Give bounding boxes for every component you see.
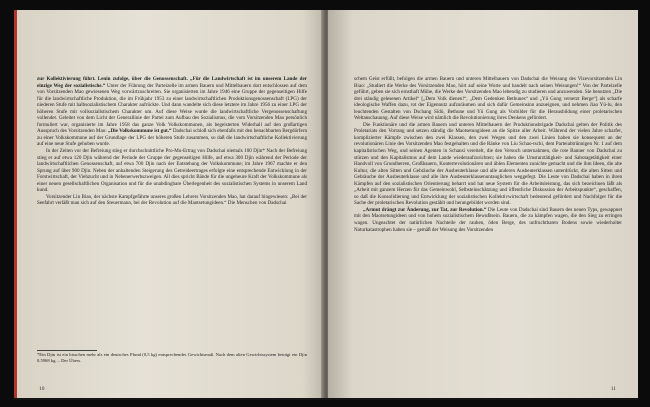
- left-paragraph-2: In der Zeiten vor der Befreiung stieg er durchschnittliche Pro-Mu-Ertrag von Dadschai niemals 100 Djin* Nach der Befreiung stieg er auf etwa 120 Djin während der Periode der Gruppe der gegenseitigen Hilfe, auf etwa 300 Djin während der Periode der landwirtschaftlichen Genossenschaft, auf etwa 700 Djin nach der Entstehung der Volkskommune; im Jahre 1967 machte er den Sprung auf über 900 Djin. Neben der anhaltenden Steigerung des Getreideertrages erfolgte eine entsprechende Entwicklung in der Forstwirtschaft, der Viehzucht und in Nebenerwerbszweigen. All dies spricht Bände für die ungeheure Kraft der Volkskommune als einer neuen gesellschaftlichen Organisation und für die unabdingbare Überlegenheit des sozialistischen Systems in unserem Land kund.: [37, 148, 307, 194]
- left-page-text: [37, 76, 307, 207]
- right-paragraph-1: schem Geist erfüllt, befolgen die armen Bauern und unteren Mittelbauern von Dadschai die Weisung des Vizevorsitzenden Lin Biao: „Studiert die Werke des Vorsitzenden Mao, hört auf seine Worte und handelt nach seinen Weisungen!“ Von der Parteizelle geführt, geben sie sich ernsthaft Mühe, die Werke des Vorsitzenden Mao lebendig zu studieren und anzuwenden. Sie benutzen „Die drei ständig gelesenen Artikel“ [„Dem Volk dienen!“, „Dem Gedenken Bethunes“ und „Yü Gung versetzt Berge“] als scharfe ideologische Waffen dazu, rot der Eigennutz aufzuräumen und sich dafür Gemeinsinn anzueignen, und nehmen Jiao Yü-lu, den leuchtenden Gestalten von Dschang Sïdö, Bethune und Yü Gung als Vorbilder für die Herausbildung einer proletarischen Weltanschauung. Auf diese Weise wird nämlich die Revolutionierung ihres Denkens gefördert.: [354, 76, 622, 122]
- right-quote-bold: „Armut drängt zur Änderung, zur Tat, zur Revolution.“: [363, 206, 487, 213]
- footnote-divider: [37, 350, 97, 351]
- right-paragraph-3: [354, 207, 622, 233]
- left-paragraph-3: Vorsitzender Lin Biao, der nächste Kampfgefährte unseres großen Lehrers Vorsitzenden Mao, hat darauf hingewiesen: „Bei der Seefahrt verläßt man sich auf den Steuermann, bei der Revolution auf die Maotsetungideen.“ Die Menschen von Dadschai: [37, 193, 307, 207]
- right-page: [328, 10, 638, 398]
- left-lead-tail: Dadschai schloß sich ebenfalls mit den benachbarten Bergdörfern zu einer Volkskommune auf der Grundlage der LPG der höheren Stufe zusammen, so daß die landwirtschaftliche Kollektivierung auf eine neue Stufe gehoben wurde.: [37, 128, 308, 148]
- footnote: *Ein Djin ist ein bisschen mehr als ein deutsches Pfund (0,5 kg) entsprechendes Gewichtsmaß. Nach dem alten Gewichtssystem beträgt ein Djin 0,5968 kg. – Der Übers.: [37, 352, 307, 363]
- left-lead-bold-quote: „Für die Landwirtschaft ist im unserem Lande der einzige Weg der sozialistische.“: [37, 76, 308, 89]
- right-page-text: [354, 76, 622, 233]
- left-page: [14, 10, 327, 398]
- left-lead-bold: zur Kollektivierung führt. Lenin zufolge, über die Genossenschaft.: [37, 76, 188, 82]
- left-quote-bold: „Die Volkskommune ist gut.“: [108, 128, 172, 135]
- left-paragraph-1: [37, 76, 307, 148]
- right-page-number: 11: [610, 386, 616, 392]
- left-page-number: 10: [39, 386, 45, 392]
- right-paragraph-2: Die Funktionäre und die armen Bauern und unteren Mittelbauern der Produktionsbrigade Dadschai gelten der Politik des Proletariats den Vorrang und setzen ständig die Maotsetungideen an die Spitze aller Arbeit. Während der vielen Jahre scharfer, komplizierter Kämpfe zwischen den zwei Klassen, den zwei Wegen und den zwei Linien haben sie konsequent an der revolutionären Linie des Vorsitzenden Mao festgehalten und die Ränke von Liu Schao-tschi, dem Parteiabtrünnigen Nr. 1 auf dem kapitalistischen Weg, und seinen Agenten in Schansi vereitelt, die den Versuch unternahmen, die rote Banner von Dadschai zu stürzen und den Kapitalismus auf dem Lande wiederaufzurichten; sie haben die Umsturztätigkeit- und Sabotagetätigkeit einer Handvoll von Grundherren, Großbauern, Konterrevolutionären und üblen Elementen zunichte gemacht und die ihm Ideen, die alte Kultur, die alten Sitten und Gebräuche der Ausbeuterklasse und alle anderen Ausbeuterklassen unterdrückt, die alten Sitten und Gebräuche der Ausbeuterklasse und alle ihre Ausbeuterklassenuntauglichen weggefegt. Die Leute von Dadschai haben in ihren Kämpfen auf den sozialistischen Orientierung beharrt und hat neue System für die Arbeitsleistung, das sich bezeichnen läßt als „Arbeit mit ganzem Herzen für das Gemeinwohl, Selbsteinschätzung und öffentliche Diskussion der Arbeitspunkte“, geschaffen, so daß die Konsolidierung und Entwicklung der sozialistischen Kollektivwirtschaft bedeutend gefördert und Nachfolger für die Sache der proletarischen Revolution gestählt und herangebildet worden sind.: [354, 121, 622, 207]
- open-book: [14, 10, 638, 400]
- right-paragraph-3-text: Die Leute von Dadschai sind Bauern des neuen Typs, gewappnet mit den Maotsetungideen und von hohem sozialistischem Bewußtsein. Bauern, die zu kämpfen wagen, die den Sieg zu erringen wagen. Ungeachtet der natürlichen Nachteile der rauhen, öden Berge, des unfruchtbaren Bodens sowie wiederholter Naturkatastrophen haben sie – gemäß der Weisung des Vorsitzenden: [354, 206, 622, 233]
- left-lead-rest: Unter der Führung der Parteizelle im armen Bauern und Mittelbauern dort entschlossen auf dem von Vorsitzenden Mao gewiesenen Weg vorwärtzuschreiten. Sie organisierten im Jahre 1946 eine Gruppe der gegenseitigen Hilfe für die landwirtschaftliche Produktion, die im Frühjahr 1953 zu einer landwirtschaftlichen Produktionsgenossenschaft (LPG) der niederen Stufe mit halbsozialistischem Charakter aufrückte. Und dann wandelte sich diese letztere im Jahre 1956 zu einer LPG der höheren Stufe mit vollsozialistischem Charakter um. Auf diese Weise wurde die landwirtschaftliche Vergenossenschaftung vollendet. Geleitet von dem Licht der Generallinie der Partei zum Aufbau des Sozialismus, die vom Vorsitzenden Mao persönlich formuliert war, organisierte im Jahre 1958 das ganze Volk Volkskommunen, als begeisterten Widerhall auf den großartigen Ausspruch des Vorsitzenden Mao:: [37, 82, 307, 135]
